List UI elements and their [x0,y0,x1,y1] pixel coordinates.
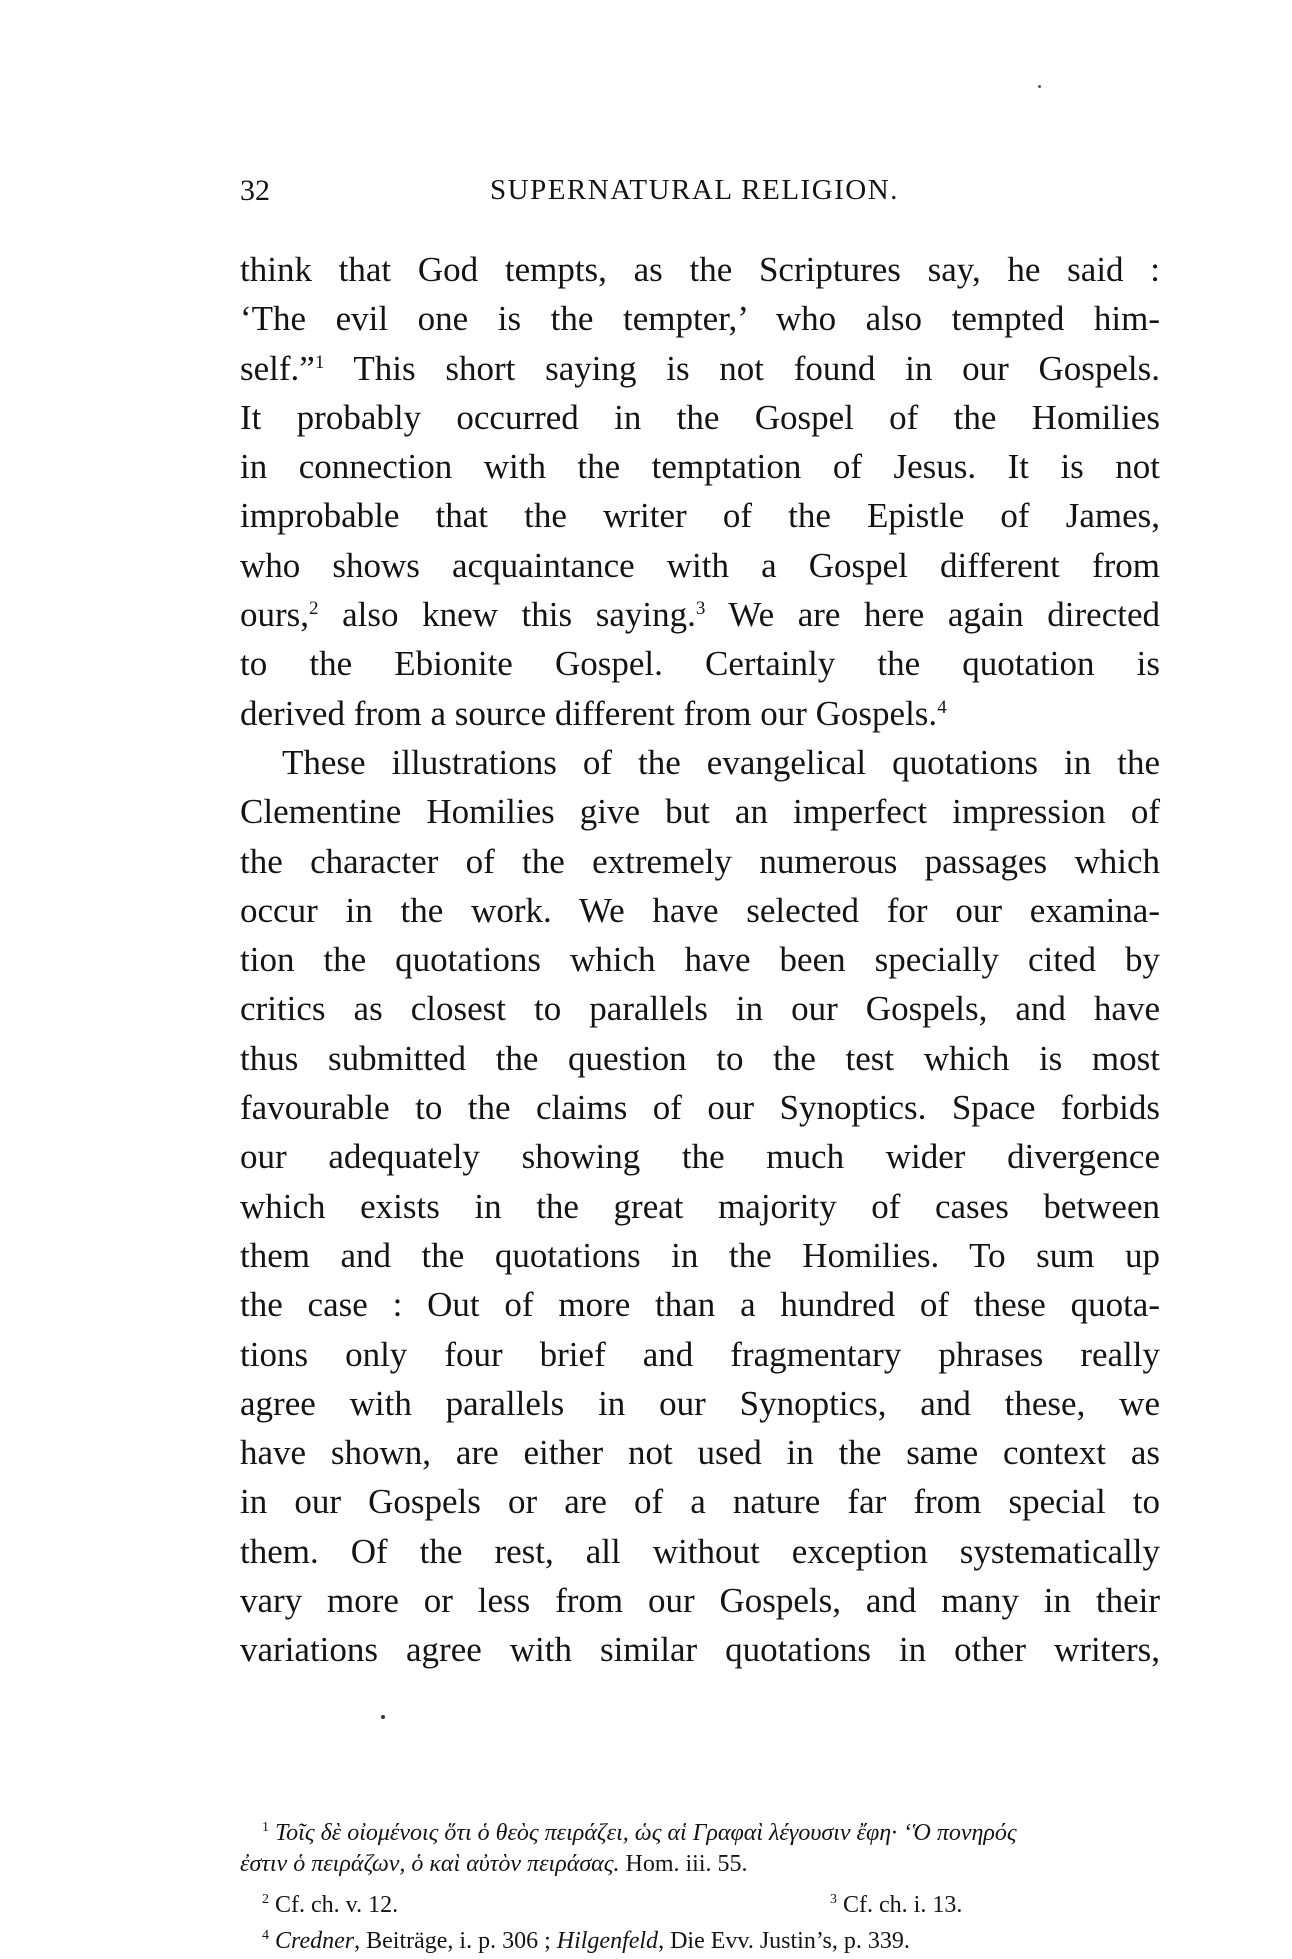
text-line: vary more or less from our Gospels, and many in their [240,1581,1160,1621]
text-line: improbable that the writer of the Epistle of James, [240,496,1160,536]
footnote-ref-4: 4 [937,696,947,718]
footnote-ref-3: 3 [695,598,706,620]
text-line: think that God tempts, as the Scriptures say, he said : [240,250,1160,289]
text-line: to the Ebionite Gospel. Certainly the quotation is [240,644,1160,684]
text-line: in our Gospels or are of a nature far from special to [240,1482,1160,1522]
main-text [240,245,1160,1675]
text-line: thus submitted the question to the test which is most [240,1038,1160,1078]
footnote-1 [240,1810,1160,1846]
text-line: tion the quotations which have been specially cited by [240,940,1160,980]
text-line: them. Of the rest, all without exception systematically [240,1531,1160,1571]
text-line: critics as closest to parallels in our Gospels, and have [240,989,1160,1029]
text-line: the character of the extremely numerous passages which [240,841,1160,881]
footnotes [240,1810,1160,1954]
footnote-marker: 3 [830,1892,837,1907]
text-line: the case : Out of more than a hundred of these quota- [240,1285,1160,1325]
text-line: favourable to the claims of our Synoptics. Space forbids [240,1088,1160,1128]
text-line: who shows acquaintance with a Gospel different from [240,545,1160,585]
text-line: variations agree with similar quotations in other writers, [240,1630,1160,1670]
author-name: Hilgenfeld [556,1928,659,1954]
text-line: ours,$^2$ also knew this saying.$^3$ We are here again directed [240,595,1160,635]
footnote-divider-mark [381,1715,385,1719]
text-line: It probably occurred in the Gospel of the Homilies [240,397,1160,437]
running-title: SUPERNATURAL RELIGION. [490,174,899,206]
text-line: derived from a source different from our Gospels.$^4$ [240,693,947,733]
text-line: Clementine Homilies give but an imperfect impression of [240,792,1160,832]
text-line: ‘The evil one is the tempter,’ who also tempted him- [240,299,1160,339]
footnote-marker: 2 [262,1892,269,1907]
text-line: them and the quotations in the Homilies. To sum up [240,1235,1160,1275]
footnote-2: Cf. ch. v. 12. [275,1892,399,1918]
text-line: in connection with the temptation of Jesus. It is not [240,447,1160,487]
footnote-ref-1: 1 [314,351,325,373]
greek-quotation: Τοῖς δὲ οἰομένοις ὅτι ὁ θεὸς πειράζει, ὡς αἱ Γραφαὶ λέγουσιν ἔφη· ‘Ὁ πονηρός [275,1820,1017,1846]
footnotes-2-3 [240,1882,1160,1918]
footnote-ref-2: 2 [309,598,319,620]
text-line: These illustrations of the evangelical quotations in the [282,742,1160,782]
footnote-marker: 1 [262,1820,269,1835]
text-line: our adequately showing the much wider divergence [240,1137,1160,1177]
page-header [240,174,1240,224]
text-line: have shown, are either not used in the same context as [240,1433,1160,1473]
citation: Hom. iii. 55. [619,1851,748,1877]
text-line: occur in the work. We have selected for our examina- [240,890,1160,930]
text-line: self.”$^1$ This short saying is not found in our Gospels. [240,348,1160,388]
text-line: agree with parallels in our Synoptics, and these, we [240,1383,1160,1423]
page-number: 32 [240,174,270,207]
footnote-3: $^3$ Cf. ch. i. 13. [830,1892,963,1918]
stray-ink-mark [1038,85,1041,88]
footnote-1-continued [240,1846,1160,1882]
author-name: Credner [275,1928,355,1954]
text-line: which exists in the great majority of cases between [240,1186,1160,1226]
text-line: tions only four brief and fragmentary phrases really [240,1334,1160,1374]
footnote-4: $^4$ Credner, Beiträge, i. p. 306 ; Hilgenfeld, Die Evv. Justin’s, p. 339. [262,1928,910,1954]
greek-quotation: ἐστιν ὁ πειράζων, ὁ καὶ αὐτὸν πειράσας. [240,1851,620,1877]
footnote-marker: 4 [262,1928,269,1943]
